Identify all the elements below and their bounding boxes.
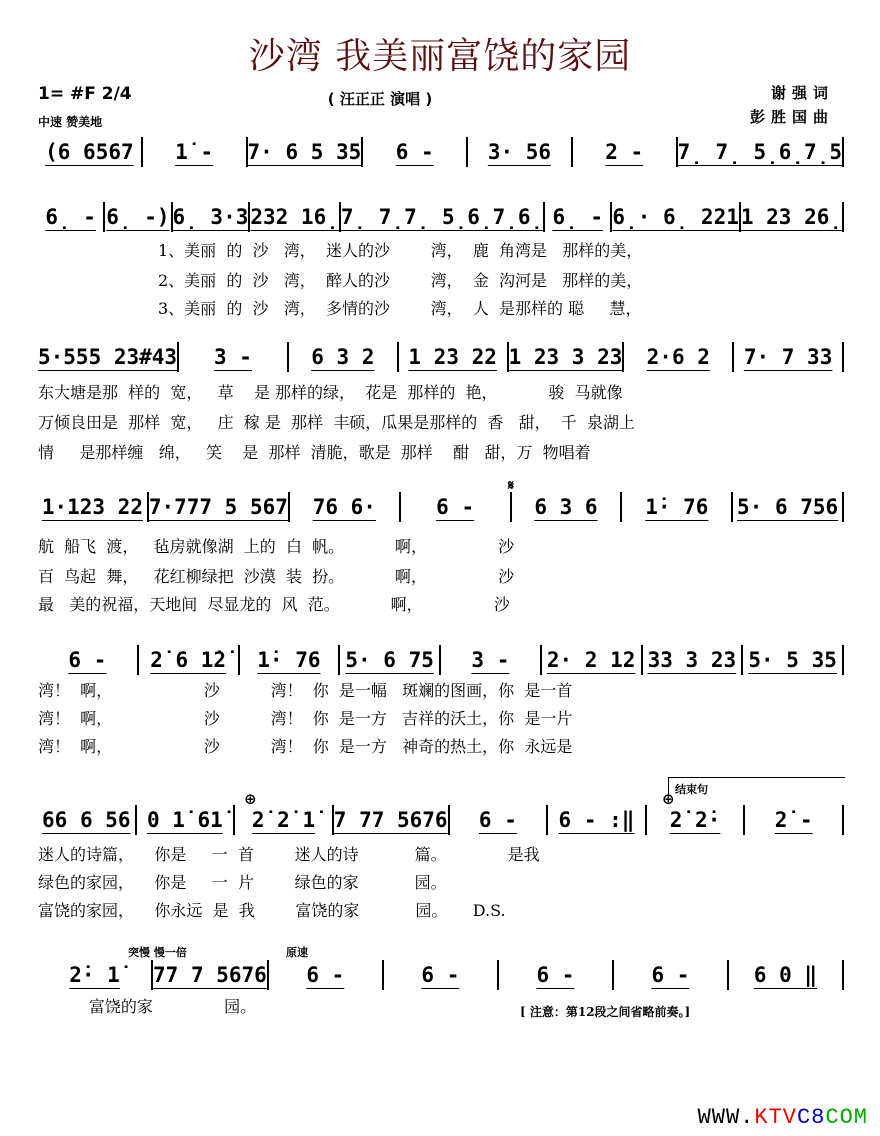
bar-line bbox=[842, 805, 844, 835]
measure: 6̣· 6̣ 221 bbox=[612, 205, 739, 229]
lyric-line: 最 美的祝福，天地间 尽显龙的 风 范。 啊， 沙 bbox=[38, 595, 510, 614]
notation-row bbox=[38, 340, 844, 374]
lyric-line: 湾！ 啊， 沙 湾！ 你 是一方 吉祥的沃土，你 是一片 bbox=[38, 709, 573, 728]
measure: 77 7 5676 bbox=[153, 963, 267, 987]
bar-line bbox=[842, 202, 844, 232]
lyric-line: 3、美丽 的 沙 湾， 多情的沙 湾， 人 是那样的 聪 慧， bbox=[158, 299, 642, 318]
measure: 76 6· bbox=[312, 495, 376, 519]
measure: 0 1̇ 61̇ bbox=[146, 808, 223, 832]
measure: 1 23 26̣ bbox=[740, 205, 843, 229]
measure: 1·123 22 bbox=[41, 495, 143, 519]
measure: 6 3 6 bbox=[534, 495, 598, 519]
tempo-original: 原速 bbox=[286, 946, 308, 959]
measure: 2̇ 2̇· bbox=[669, 808, 721, 832]
measure: 6̣ - bbox=[45, 205, 96, 229]
measure: 66 6 56 bbox=[42, 808, 131, 832]
watermark: WWW.KTVC8COM bbox=[697, 1105, 868, 1130]
measure: 6̣ - bbox=[552, 205, 604, 229]
lyric-line: 迷人的诗篇， 你是 一 首 迷人的诗 篇。 是我 bbox=[38, 845, 540, 864]
measure: 6 3 2 bbox=[311, 345, 375, 369]
lyric-line: 湾！ 啊， 沙 湾！ 你 是一幅 斑斓的图画，你 是一首 bbox=[38, 681, 573, 700]
measure: 6 - :‖ bbox=[558, 808, 635, 832]
measure: 5· 6 756 bbox=[737, 495, 839, 519]
measure: 7·777 5 567 bbox=[148, 495, 288, 519]
measure: 6̣ -) bbox=[106, 205, 170, 229]
notation-row bbox=[38, 200, 844, 234]
lyric-line: 富饶的家 园。 bbox=[38, 997, 257, 1016]
measure: 3 - bbox=[214, 345, 252, 369]
measure: 2̇ 6 1̇2̇ bbox=[150, 648, 227, 672]
measure: 2·6 2 bbox=[646, 345, 710, 369]
segno-icon: 𝄋 bbox=[508, 478, 515, 494]
notation-row bbox=[38, 135, 844, 169]
notation-row bbox=[38, 643, 844, 677]
lyric-line: 绿色的家园， 你是 一 片 绿色的家 园。 bbox=[38, 873, 447, 892]
measure: 6 0 ‖ bbox=[753, 963, 818, 987]
bar-line bbox=[842, 960, 844, 990]
tempo-marking: 中速 赞美地 bbox=[38, 115, 103, 129]
measure: 6 - bbox=[395, 140, 434, 164]
footnote: [ 注意：第12段之间省略前奏。] bbox=[520, 1005, 691, 1019]
measure: (6 6567 bbox=[45, 140, 134, 164]
measure: 1̇· 76 bbox=[645, 495, 709, 519]
measure: 2̇ 2̇ 1̇ bbox=[251, 808, 316, 832]
measure: 3 - bbox=[471, 648, 510, 672]
measure: 5· 5 35 bbox=[748, 648, 837, 672]
composer: 彭胜国曲 bbox=[749, 108, 834, 126]
measure: 2̇· 1̇ bbox=[69, 963, 120, 987]
measure: 33 3 23 bbox=[647, 648, 737, 672]
measure: 2· 2 12 bbox=[546, 648, 636, 672]
measure: 1̇ - bbox=[175, 140, 214, 164]
ending-label: 结束句 bbox=[668, 777, 845, 797]
measure: 6 - bbox=[68, 648, 107, 672]
measure: 7· 7 33 bbox=[743, 345, 833, 369]
measure: 7̣ 7̣7̣ 5̣6̣7̣6̣ bbox=[340, 205, 544, 229]
notation-row bbox=[38, 490, 844, 524]
measure: 7· 6 5 35 bbox=[247, 140, 362, 164]
lyric-line: 湾！ 啊， 沙 湾！ 你 是一方 神奇的热土，你 永远是 bbox=[38, 737, 573, 756]
tempo-slow: 突慢 慢一倍 bbox=[128, 946, 187, 959]
measure: 7 77 5676 bbox=[333, 808, 448, 832]
measure: 5·555 23#43 bbox=[38, 345, 178, 369]
notation-row bbox=[38, 803, 844, 837]
bar-line bbox=[842, 492, 844, 522]
measure: 1 23 22 bbox=[408, 345, 497, 369]
coda-icon: ⊕ bbox=[244, 790, 257, 808]
bar-line bbox=[842, 645, 844, 675]
notation-row bbox=[38, 958, 844, 992]
measure: 6 - bbox=[651, 963, 690, 987]
lyric-line: 万倾良田是 那样 宽， 庄 稼 是 那样 丰硕，瓜果是那样的 香 甜， 千 泉湖上 bbox=[38, 413, 635, 432]
measure: 3· 56 bbox=[487, 140, 552, 164]
measure: 1̇· 76 bbox=[257, 648, 321, 672]
lyricist: 谢强词 bbox=[770, 84, 834, 102]
measure: 6 - bbox=[306, 963, 345, 987]
measure: 2̇ - bbox=[774, 808, 813, 832]
lyric-line: 1、美丽 的 沙 湾， 迷人的沙 湾， 鹿 角湾是 那样的美， bbox=[158, 241, 643, 260]
measure: 6 - bbox=[421, 963, 460, 987]
measure: 232 16̣ bbox=[250, 205, 339, 229]
measure: 2 - bbox=[605, 140, 644, 164]
song-title: 沙湾 我美丽富饶的家园 bbox=[248, 36, 632, 77]
measure: 6 - bbox=[436, 495, 475, 519]
bar-line bbox=[842, 342, 844, 372]
measure: 6 - bbox=[478, 808, 517, 832]
measure: 1 23 3 23 bbox=[508, 345, 623, 369]
lyric-line: 富饶的家园， 你永远 是 我 富饶的家 园。 D.S. bbox=[38, 901, 506, 920]
bar-line bbox=[842, 137, 844, 167]
measure: 7̣ 7̣ 5̣6̣7̣5 bbox=[677, 140, 842, 164]
measure: 6̣ 3·3 bbox=[172, 205, 249, 229]
lyric-line: 百 鸟起 舞， 花红柳绿把 沙漠 装 扮。 啊， 沙 bbox=[38, 567, 515, 586]
measure: 6 - bbox=[536, 963, 575, 987]
lyric-line: 情 是那样缠 绵， 笑 是 那样 清脆，歌是 那样 酣 甜，万 物唱着 bbox=[38, 443, 591, 462]
lyric-line: 东大塘是那 样的 宽， 草 是 那样的绿， 花是 那样的 艳， 骏 马就像 bbox=[38, 383, 623, 402]
singer: ( 汪正正 演唱 ) bbox=[327, 90, 433, 108]
coda-icon-2: ⊕ bbox=[662, 790, 675, 808]
lyric-line: 航 船飞 渡， 毡房就像湖 上的 白 帆。 啊， 沙 bbox=[38, 537, 515, 556]
measure: 5· 6 75 bbox=[345, 648, 434, 672]
key-signature: 1= #F 2/4 bbox=[38, 84, 132, 104]
lyric-line: 2、美丽 的 沙 湾， 醉人的沙 湾， 金 沟河是 那样的美， bbox=[158, 271, 643, 290]
